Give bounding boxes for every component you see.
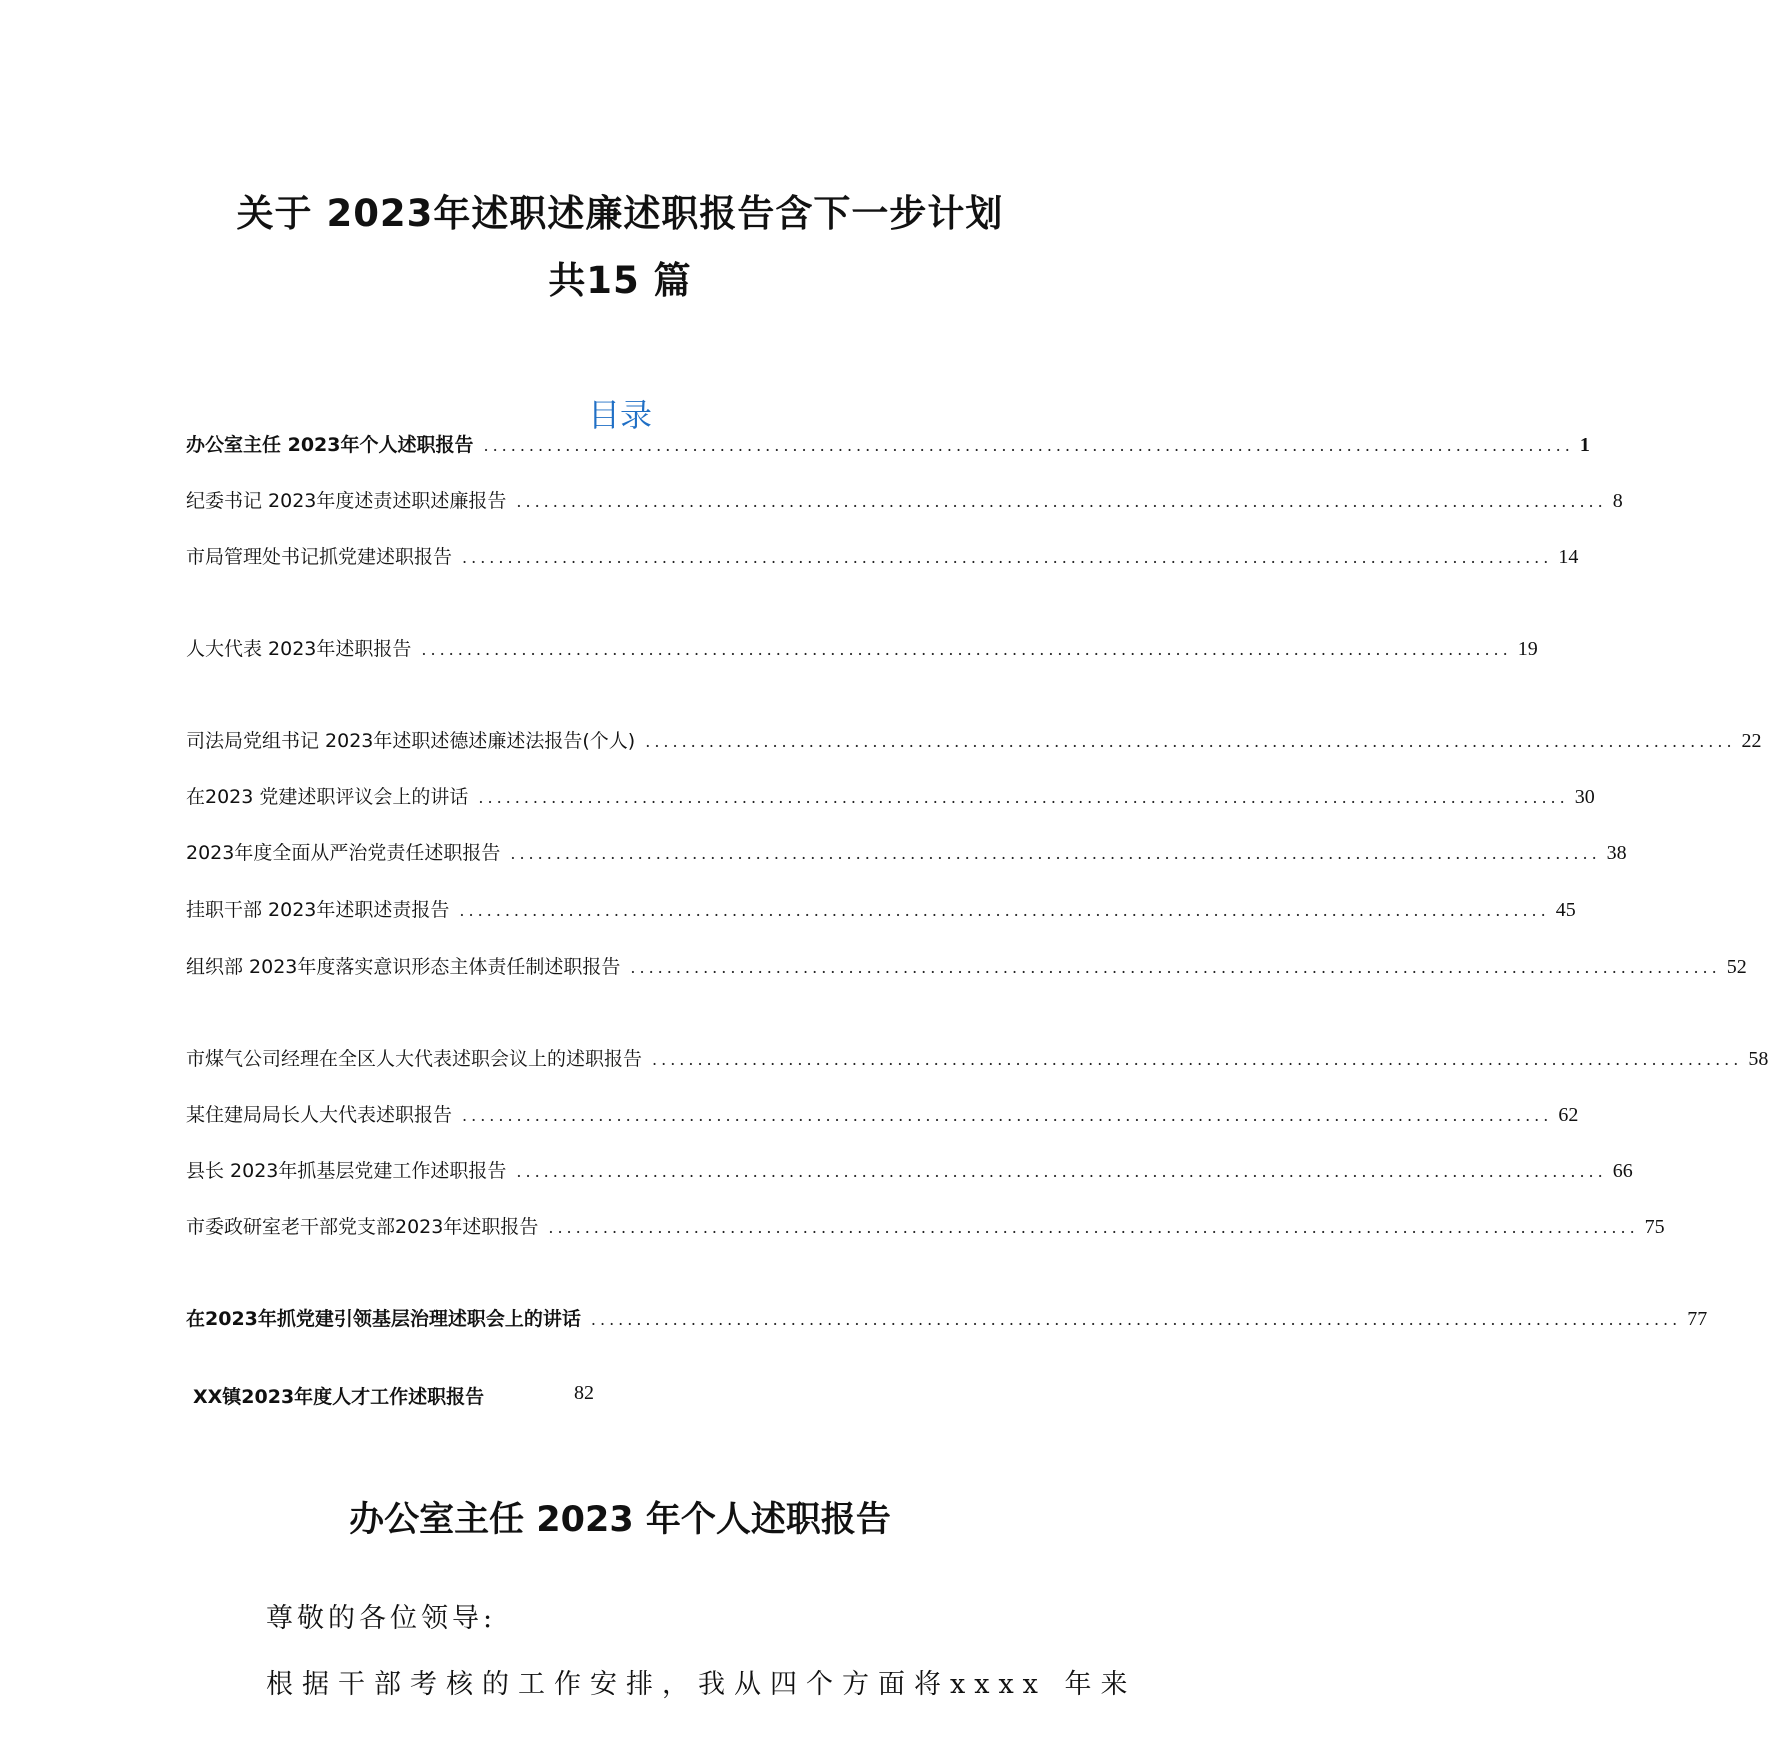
toc-entry-title: 市局管理处书记抓党建述职报告 [186, 546, 453, 568]
toc-entry-title: 2023年度全面从严治党责任述职报告 [186, 842, 501, 864]
toc-entry-page: 82 [574, 1382, 594, 1404]
toc-entry[interactable] [186, 430, 1590, 460]
toc-leader-dots: ........................................................................................................................ [516, 1162, 1607, 1181]
toc-entry-page: 58 [1748, 1048, 1768, 1070]
toc-entry-title: 司法局党组书记 2023年述职述德述廉述法报告(个人) [186, 730, 636, 752]
toc-entry-title: 在2023 党建述职评议会上的讲话 [186, 786, 469, 808]
toc-entry[interactable] [186, 838, 1627, 868]
toc-entry-title[interactable]: XX镇2023年度人才工作述职报告 [193, 1386, 485, 1408]
toc-entry-title: 挂职干部 2023年述职述责报告 [186, 899, 450, 921]
toc-entry-page: 22 [1741, 730, 1762, 752]
toc-leader-dots: ........................................................................................................................ [483, 436, 1574, 455]
toc-entry[interactable] [186, 1156, 1633, 1186]
section-title: 办公室主任 2023 年个人述职报告 [349, 1500, 891, 1540]
toc-entry-title: 市煤气公司经理在全区人大代表述职会议上的述职报告 [186, 1048, 643, 1070]
toc-leader-dots: ........................................................................................................................ [652, 1050, 1743, 1069]
toc-entry[interactable] [186, 542, 1579, 572]
toc-entry-title: 组织部 2023年度落实意识形态主体责任制述职报告 [186, 956, 621, 978]
toc-entry-title: 人大代表 2023年述职报告 [186, 638, 412, 660]
toc-entry-page: 38 [1606, 842, 1627, 864]
toc-entry-title: 县长 2023年抓基层党建工作述职报告 [186, 1160, 507, 1182]
toc-entry[interactable] [186, 486, 1623, 516]
toc-entry-page: 75 [1644, 1216, 1665, 1238]
toc-entry-title: 纪委书记 2023年度述责述职述廉报告 [186, 490, 507, 512]
toc-entry-title: 在2023年抓党建引领基层治理述职会上的讲话 [186, 1308, 581, 1330]
toc-entry[interactable] [186, 1304, 1708, 1334]
toc-leader-dots: ........................................................................................................................ [630, 958, 1721, 977]
toc-entry-title: 办公室主任 2023年个人述职报告 [186, 434, 474, 456]
toc-leader-dots: ........................................................................................................................ [548, 1218, 1639, 1237]
toc-entry-page: 14 [1558, 546, 1579, 568]
toc-leader-dots: ........................................................................................................................ [510, 844, 1601, 863]
toc-entry-page: 19 [1517, 638, 1538, 660]
toc-entry[interactable] [186, 726, 1762, 756]
toc-entry[interactable] [186, 1100, 1579, 1130]
toc-entry-title: 市委政研室老干部党支部2023年述职报告 [186, 1216, 539, 1238]
toc-leader-dots: ........................................................................................................................ [645, 732, 1736, 751]
toc-leader-dots: ........................................................................................................................ [459, 901, 1550, 920]
salutation: 尊敬的各位领导: [266, 1603, 497, 1634]
toc-entry-page: 62 [1558, 1104, 1579, 1126]
toc-leader-dots: ........................................................................................................................ [421, 640, 1512, 659]
toc-entry-page: 30 [1574, 786, 1595, 808]
toc-entry-page: 1 [1579, 434, 1590, 456]
document-title-line-2: 共15 篇 [548, 259, 692, 302]
toc-leader-dots: ........................................................................................................................ [462, 548, 1553, 567]
toc-entry[interactable] [186, 782, 1595, 812]
toc-leader-dots: ........................................................................................................................ [462, 1106, 1553, 1125]
toc-entry[interactable] [186, 895, 1576, 925]
toc-entry-page: 8 [1612, 490, 1623, 512]
toc-leader-dots: ........................................................................................................................ [478, 788, 1569, 807]
toc-entry-page: 52 [1726, 956, 1747, 978]
document-title-line-1: 关于 2023年述职述廉述职报告含下一步计划 [236, 192, 1004, 235]
toc-entry-page: 66 [1612, 1160, 1633, 1182]
body-paragraph: 根据干部考核的工作安排，我从四个方面将xxxx 年来 [266, 1669, 1137, 1700]
toc-leader-dots: ........................................................................................................................ [590, 1310, 1682, 1329]
toc-leader-dots: ........................................................................................................................ [516, 492, 1607, 511]
toc-heading: 目录 [587, 396, 652, 434]
toc-entry-page: 45 [1555, 899, 1576, 921]
toc-entry[interactable] [186, 952, 1747, 982]
toc-entry[interactable] [186, 1044, 1768, 1074]
toc-entry[interactable] [186, 634, 1538, 664]
toc-entry-page: 77 [1687, 1308, 1708, 1330]
toc-entry-title: 某住建局局长人大代表述职报告 [186, 1104, 453, 1126]
toc-entry[interactable] [186, 1212, 1665, 1242]
